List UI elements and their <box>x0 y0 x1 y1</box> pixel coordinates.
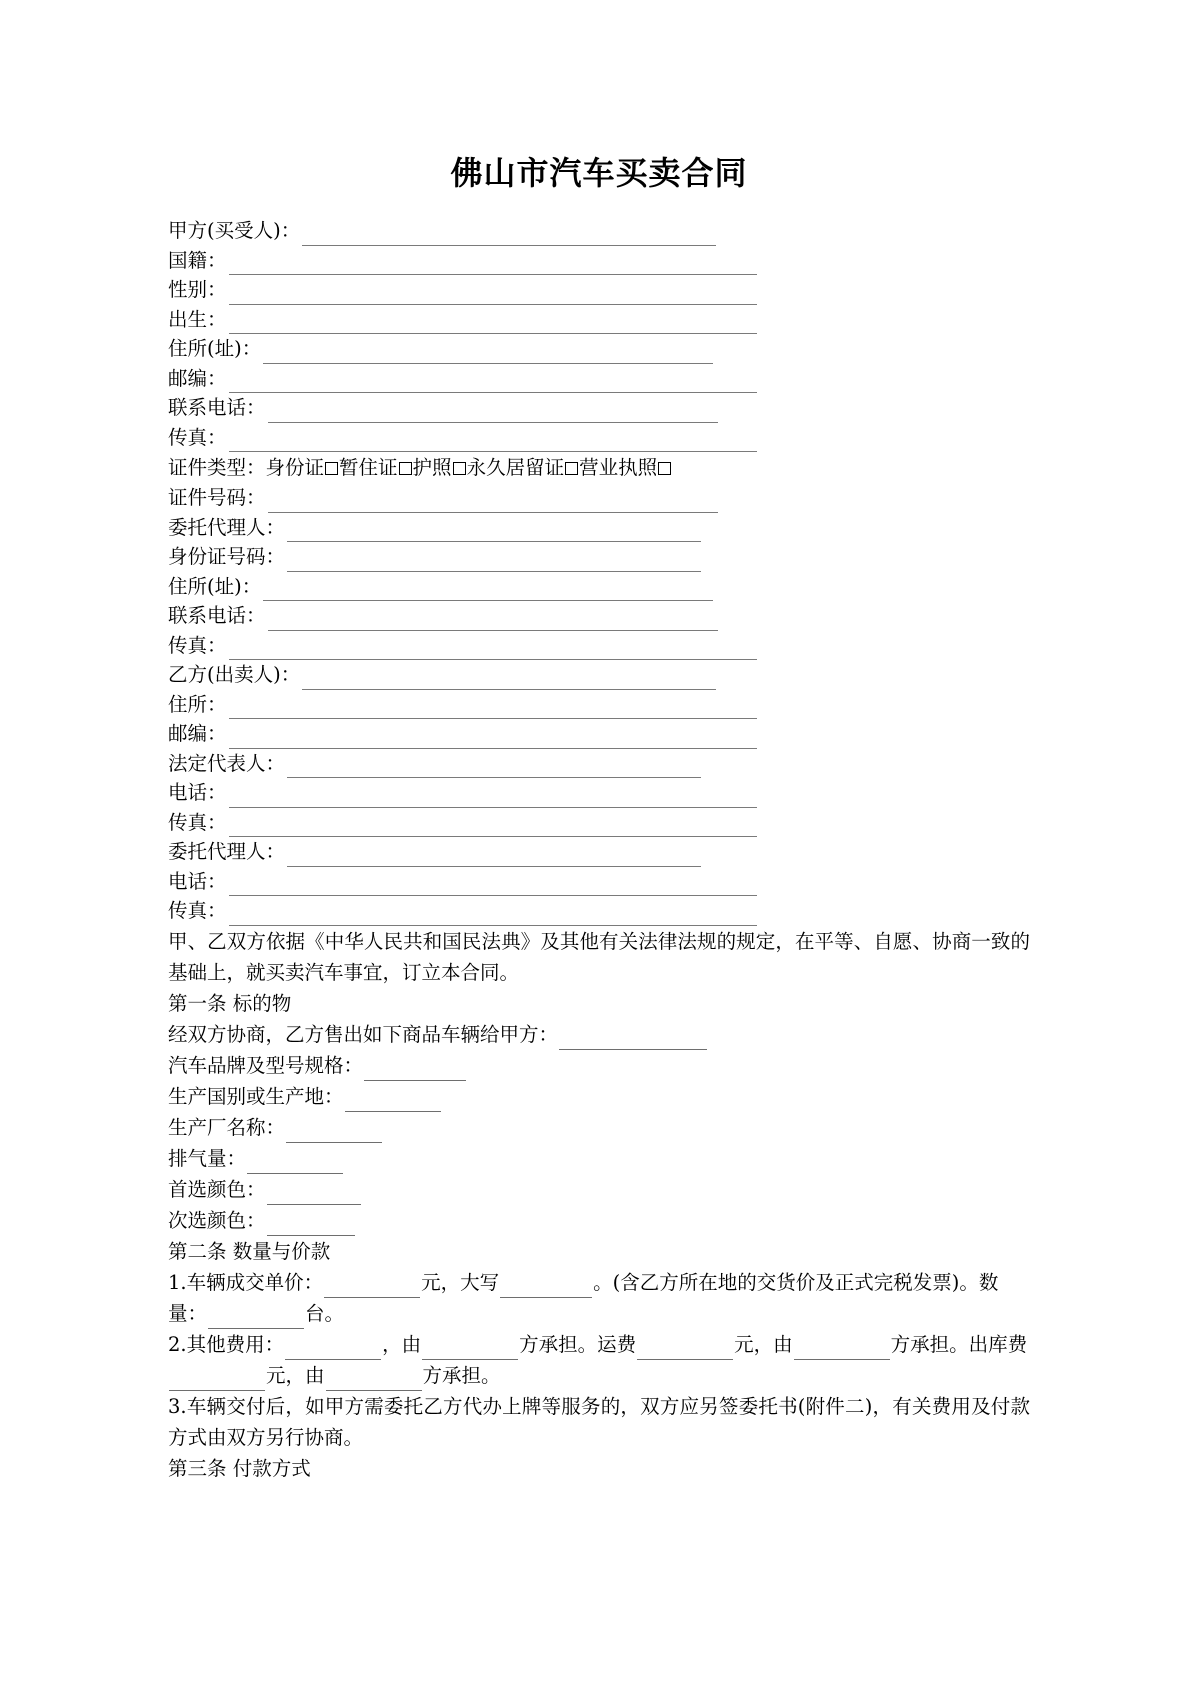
fill-in-blank[interactable] <box>247 1155 343 1174</box>
fill-in-blank-price-in-words[interactable] <box>500 1279 592 1298</box>
fill-in-blank[interactable] <box>302 225 716 246</box>
field-row-phone <box>168 393 1030 423</box>
fill-in-blank[interactable] <box>229 431 757 452</box>
field-row-production-country <box>168 1081 1030 1112</box>
fill-in-blank[interactable] <box>229 698 757 719</box>
field-label: 身份证号码： <box>168 545 286 568</box>
field-label: 首选颜色： <box>168 1177 266 1201</box>
field-label: 次选颜色： <box>168 1208 266 1232</box>
field-row-agent-phone <box>168 601 1030 631</box>
fill-in-blank[interactable] <box>267 1186 361 1205</box>
clause-2-prefix: 2.其他费用： <box>168 1332 285 1356</box>
fill-in-blank[interactable] <box>229 372 757 393</box>
field-label: 法定代表人： <box>168 751 286 775</box>
field-label: 生产国别或生产地： <box>168 1084 344 1108</box>
fill-in-blank[interactable] <box>268 610 718 631</box>
field-label: 乙方(出卖人)： <box>168 663 301 686</box>
clause-2-mid2: 方承担。运费 <box>519 1332 637 1356</box>
field-label: 性别： <box>168 278 227 301</box>
field-row-buyer-name <box>168 216 1030 246</box>
fill-in-blank[interactable] <box>263 580 713 601</box>
buyer-agent-group <box>168 483 1030 660</box>
checkbox-temp-residence[interactable] <box>399 462 412 475</box>
clause-1-prefix: 1.车辆成交单价： <box>168 1270 324 1294</box>
checkbox-passport[interactable] <box>453 462 466 475</box>
field-label: 邮编： <box>168 366 227 390</box>
fill-in-blank[interactable] <box>287 846 701 867</box>
field-label: 电话： <box>168 869 227 893</box>
field-row-seller-phone <box>168 778 1030 808</box>
id-option-idcard: 身份证 <box>265 456 325 479</box>
article-three-heading: 第三条 付款方式 <box>168 1456 311 1480</box>
field-label: 传真： <box>168 425 227 449</box>
field-label: 国籍： <box>168 248 227 272</box>
field-label: 传真： <box>168 899 227 922</box>
buyer-fields-group <box>168 216 1030 452</box>
fill-in-blank[interactable] <box>263 343 713 364</box>
article-two-heading: 第二条 数量与价款 <box>168 1239 331 1263</box>
field-row-seller-fax <box>168 808 1030 838</box>
field-row-agent-id-number <box>168 542 1030 572</box>
field-label: 传真： <box>168 633 227 657</box>
field-label: 住所： <box>168 692 227 716</box>
field-label: 汽车品牌及型号规格： <box>168 1053 364 1077</box>
clause-2-mid1: ，由 <box>382 1332 422 1356</box>
field-row-manufacturer <box>168 1112 1030 1143</box>
clause-1-mid1: 元，大写 <box>421 1270 500 1294</box>
fill-in-blank-freight-payer[interactable] <box>794 1341 890 1360</box>
fill-in-blank[interactable] <box>267 1217 355 1236</box>
fill-in-blank[interactable] <box>559 1031 707 1050</box>
field-row-id-type <box>168 452 1030 483</box>
field-label: 联系电话： <box>168 604 266 627</box>
field-row-agent <box>168 513 1030 543</box>
fill-in-blank[interactable] <box>302 669 716 690</box>
field-label: 委托代理人： <box>168 515 286 539</box>
preamble-paragraph: 甲、乙双方依据《中华人民共和国民法典》及其他有关法律法规的规定，在平等、自愿、协商一致的基础上，就买卖汽车事宜，订立本合同。 <box>168 929 1030 984</box>
fill-in-blank[interactable] <box>229 254 757 275</box>
field-label: 邮编： <box>168 722 227 745</box>
fill-in-blank-warehouse-fee[interactable] <box>169 1372 265 1391</box>
field-row-fax <box>168 423 1030 453</box>
field-row-seller-address <box>168 690 1030 720</box>
field-row-seller-postcode <box>168 719 1030 749</box>
field-label: 证件号码： <box>168 486 266 509</box>
article-two-clause-3: 3.车辆交付后，如甲方需委托乙方代办上牌等服务的，双方应另签委托书(附件二)，有关费用及付款方式由双方另行协商。 <box>168 1394 1030 1449</box>
field-label: 甲方(买受人)： <box>168 219 301 242</box>
fill-in-blank[interactable] <box>268 492 718 513</box>
fill-in-blank[interactable] <box>229 313 757 334</box>
fill-in-blank-freight-amount[interactable] <box>637 1341 733 1360</box>
clause-2-mid3: 元，由 <box>734 1332 793 1356</box>
id-option-permanent-residence: 永久居留证 <box>466 456 565 479</box>
field-row-birth <box>168 305 1030 335</box>
fill-in-blank-unit-price[interactable] <box>324 1279 420 1298</box>
field-label: 联系电话： <box>168 396 266 419</box>
field-row-seller-name <box>168 660 1030 690</box>
field-row-agent-address <box>168 572 1030 602</box>
fill-in-blank[interactable] <box>229 905 757 926</box>
field-row-id-number <box>168 483 1030 513</box>
fill-in-blank-other-fee[interactable] <box>285 1341 381 1360</box>
article-two-clause-2 <box>168 1329 1030 1391</box>
field-row-secondary-color <box>168 1205 1030 1236</box>
fill-in-blank[interactable] <box>345 1093 441 1112</box>
clause-2-suffix: 方承担。 <box>422 1363 501 1387</box>
article-one-lead-label: 经双方协商，乙方售出如下商品车辆给甲方： <box>168 1022 559 1046</box>
checkbox-idcard[interactable] <box>325 462 338 475</box>
fill-in-blank[interactable] <box>287 521 701 542</box>
fill-in-blank[interactable] <box>229 816 757 837</box>
page-title: 佛山市汽车买卖合同 <box>450 154 748 192</box>
field-label: 电话： <box>168 781 227 804</box>
fill-in-blank-warehouse-payer[interactable] <box>326 1372 422 1391</box>
field-row-primary-color <box>168 1174 1030 1205</box>
fill-in-blank[interactable] <box>364 1062 466 1081</box>
clause-1-suffix: 台。 <box>305 1301 345 1325</box>
fill-in-blank[interactable] <box>287 551 701 572</box>
fill-in-blank[interactable] <box>229 639 757 660</box>
field-row-seller-agent-fax <box>168 896 1030 926</box>
checkbox-business-license[interactable] <box>658 462 671 475</box>
fill-in-blank-other-fee-payer[interactable] <box>422 1341 518 1360</box>
seller-fields-group <box>168 660 1030 926</box>
fill-in-blank[interactable] <box>268 402 718 423</box>
field-label: 出生： <box>168 307 227 331</box>
field-row-agent-fax <box>168 631 1030 661</box>
clause-2-mid5: 元，由 <box>266 1363 325 1387</box>
clause-2-mid4: 方承担。出库费 <box>890 1332 1028 1356</box>
fill-in-blank[interactable] <box>229 787 757 808</box>
article-one-heading: 第一条 标的物 <box>168 991 292 1015</box>
field-row-displacement <box>168 1143 1030 1174</box>
field-row-address <box>168 334 1030 364</box>
id-option-business-license: 营业执照 <box>579 456 658 479</box>
field-row-seller-agent <box>168 837 1030 867</box>
field-label: 住所(址)： <box>168 574 262 598</box>
field-label: 住所(址)： <box>168 337 262 360</box>
fill-in-blank-quantity[interactable] <box>208 1310 304 1329</box>
fill-in-blank[interactable] <box>229 875 757 896</box>
fill-in-blank[interactable] <box>229 728 757 749</box>
field-row-nationality <box>168 246 1030 276</box>
id-option-temp-residence: 暂住证 <box>339 456 398 479</box>
field-row-seller-agent-phone <box>168 867 1030 897</box>
field-label: 委托代理人： <box>168 840 286 863</box>
checkbox-permanent-residence[interactable] <box>565 462 578 475</box>
article-one-lead <box>168 1019 1030 1050</box>
id-option-passport: 护照 <box>412 456 452 479</box>
field-row-postcode <box>168 364 1030 394</box>
field-row-legal-representative <box>168 749 1030 779</box>
article-two-clause-1 <box>168 1267 1030 1329</box>
field-row-car-brand-model <box>168 1050 1030 1081</box>
fill-in-blank[interactable] <box>287 757 701 778</box>
fill-in-blank[interactable] <box>229 284 757 305</box>
field-label: 生产厂名称： <box>168 1115 286 1139</box>
field-label: 传真： <box>168 810 227 834</box>
id-type-label: 证件类型： <box>168 456 266 479</box>
fill-in-blank[interactable] <box>286 1124 382 1143</box>
field-label: 排气量： <box>168 1146 247 1170</box>
clause-1-mid2: 。(含乙方所在地的交货价及正式完税发票)。数量： <box>168 1270 999 1325</box>
field-row-gender <box>168 275 1030 305</box>
